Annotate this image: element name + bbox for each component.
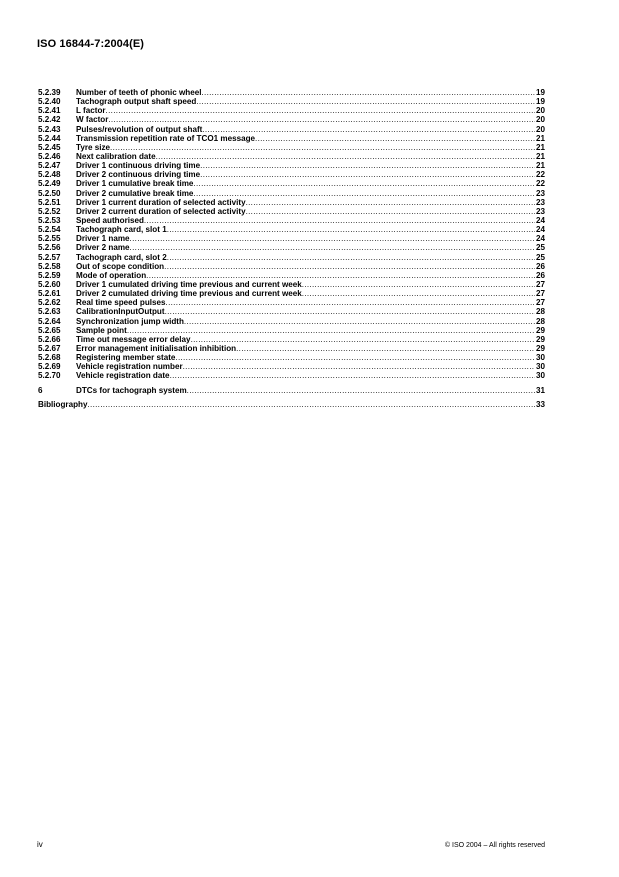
toc-entry[interactable] [38,234,545,243]
toc-entry-title: Driver 2 name [76,243,130,253]
toc-entry-title: Driver 1 current duration of selected activity [76,197,246,207]
toc-leader-dots [200,170,535,179]
toc-entry-page: 28 [535,316,545,326]
toc-leader-dots [302,289,535,298]
toc-leader-dots [193,189,535,198]
toc-entry-number: 5.2.68 [38,353,61,363]
toc-entry-title: Tachograph output shaft speed [76,97,197,107]
toc-entry-number: 5.2.56 [38,243,61,253]
toc-entry-number: 5.2.58 [38,261,61,271]
toc-entry[interactable] [38,271,545,280]
toc-entry[interactable] [38,125,545,134]
toc-entry-page: 22 [535,170,545,180]
toc-entry-number: 5.2.49 [38,179,61,189]
toc-entry-page: 26 [535,270,545,280]
toc-entry-page: 31 [535,385,545,395]
toc-leader-dots [175,353,535,362]
toc-entry-page: 23 [535,197,545,207]
toc-entry-page: 21 [535,142,545,152]
toc-entry-title: Driver 2 cumulated driving time previous and current week [76,289,302,299]
toc-entry-title: Time out message error delay [76,334,191,344]
toc-entry[interactable] [38,317,545,326]
toc-leader-dots [166,298,535,307]
document-id: ISO 16844-7:2004(E) [37,38,145,50]
toc-entry-page: 27 [535,289,545,299]
toc-entry[interactable] [38,198,545,207]
toc-entry[interactable] [38,326,545,335]
toc-entry-page: 25 [535,243,545,253]
toc-entry-title: Speed authorised [76,215,144,225]
toc-entry-page: 30 [535,362,545,372]
toc-entry-page: 33 [535,399,545,409]
toc-entry-title: Mode of operation [76,270,147,280]
toc-entry-page: 25 [535,252,545,262]
toc-entry-title: Next calibration date [76,151,156,161]
toc-entry-title: Driver 1 cumulative break time [76,179,194,189]
toc-leader-dots [156,152,535,161]
toc-entry-number: 5.2.69 [38,362,61,372]
toc-entry[interactable] [38,371,545,380]
toc-entry-title: Driver 1 cumulated driving time previous and current week [76,279,302,289]
toc-entry-title: Synchronization jump width [76,316,184,326]
toc-leader-dots [200,161,535,170]
toc-leader-dots [167,253,535,262]
toc-entry-number: 5.2.48 [38,170,61,180]
toc-entry[interactable] [38,253,545,262]
toc-entry-page: 30 [535,353,545,363]
toc-entry-page: 30 [535,371,545,381]
toc-entry-title: Sample point [76,325,127,335]
toc-entry[interactable] [38,152,545,161]
table-of-contents [38,88,545,409]
toc-entry-page: 21 [535,161,545,171]
toc-entry-title: Tachograph card, slot 1 [76,225,167,235]
toc-entry-page: 23 [535,206,545,216]
toc-entry-page: 27 [535,298,545,308]
toc-entry-number: 5.2.64 [38,316,61,326]
toc-entry-number: 5.2.59 [38,270,61,280]
toc-entry[interactable] [38,170,545,179]
toc-entry[interactable] [38,97,545,106]
toc-entry-number: 5.2.51 [38,197,61,207]
toc-leader-dots [255,134,535,143]
toc-leader-dots [106,106,535,115]
toc-entry-number: 5.2.42 [38,115,61,125]
toc-entry-number: 5.2.53 [38,215,61,225]
toc-leader-dots [130,243,535,252]
toc-entry-page: 20 [535,124,545,134]
toc-entry-page: 20 [535,115,545,125]
toc-entry[interactable] [38,115,545,124]
toc-entry[interactable] [38,207,545,216]
toc-entry-title: Pulses/revolution of output shaft [76,124,203,134]
toc-entry-number: 5.2.55 [38,234,61,244]
toc-entry-title: Transmission repetition rate of TCO1 message [76,133,256,143]
toc-leader-dots [165,307,535,316]
toc-entry-clause-6[interactable] [38,386,545,395]
toc-entry-page: 19 [535,97,545,107]
toc-entry-title: Out of scope condition [76,261,165,271]
toc-entry[interactable] [38,106,545,115]
toc-entry[interactable] [38,335,545,344]
toc-leader-dots [184,317,535,326]
toc-leader-dots [146,271,535,280]
toc-entry-title: Driver 1 continuous driving time [76,161,201,171]
toc-entry-number: 5.2.60 [38,279,61,289]
toc-entry-number: 5.2.63 [38,307,61,317]
toc-entry-page: 24 [535,215,545,225]
toc-entry-number: 5.2.54 [38,225,61,235]
footer-page-number: iv [37,840,43,849]
toc-entry-title: Number of teeth of phonic wheel [76,88,202,97]
toc-entry[interactable] [38,280,545,289]
toc-leader-dots [127,326,535,335]
toc-entry-number: 5.2.57 [38,252,61,262]
toc-leader-dots [201,88,535,97]
toc-leader-dots [191,335,535,344]
toc-entry-number: 5.2.39 [38,88,61,97]
toc-entry-title: L factor [76,106,106,116]
toc-entry-title: Driver 1 name [76,234,130,244]
toc-entry-title: Vehicle registration number [76,362,183,372]
toc-entry-page: 23 [535,188,545,198]
toc-entry-page: 29 [535,343,545,353]
toc-entry-number: 5.2.43 [38,124,61,134]
toc-entry-number: 5.2.52 [38,206,61,216]
toc-entry[interactable] [38,289,545,298]
toc-entry[interactable] [38,216,545,225]
toc-entry-title: Bibliography [38,399,88,409]
toc-leader-dots [170,371,535,380]
toc-leader-dots [87,400,535,409]
toc-entry-number: 5.2.45 [38,142,61,152]
toc-entry[interactable] [38,189,545,198]
toc-entry-page: 24 [535,225,545,235]
toc-entry-title: Tyre size [76,142,111,152]
toc-entry-title: Driver 2 current duration of selected activity [76,206,246,216]
toc-entry[interactable] [38,179,545,188]
toc-leader-dots [246,198,535,207]
toc-entry[interactable] [38,362,545,371]
toc-entry[interactable] [38,353,545,362]
toc-entry-number: 5.2.62 [38,298,61,308]
toc-leader-dots [164,262,535,271]
toc-leader-dots [144,216,535,225]
toc-entry-number: 5.2.41 [38,106,61,116]
toc-entry-title: Driver 2 continuous driving time [76,170,201,180]
toc-entry-title: Tachograph card, slot 2 [76,252,167,262]
toc-entry[interactable] [38,88,545,97]
toc-leader-dots [236,344,535,353]
toc-leader-dots [183,362,535,371]
toc-entry-page: 29 [535,334,545,344]
toc-leader-dots [246,207,535,216]
toc-entry-page: 19 [535,88,545,97]
toc-leader-dots [196,97,535,106]
toc-leader-dots [302,280,535,289]
toc-entry-title: Vehicle registration date [76,371,170,381]
toc-leader-dots [130,234,535,243]
toc-entry-number: 5.2.66 [38,334,61,344]
toc-entry-page: 26 [535,261,545,271]
toc-entry-page: 29 [535,325,545,335]
page-footer [37,840,545,849]
toc-leader-dots [187,386,535,395]
toc-leader-dots [110,143,535,152]
toc-entry[interactable] [38,143,545,152]
toc-entry-number: 5.2.50 [38,188,61,198]
toc-entry[interactable] [38,225,545,234]
toc-entry-page: 27 [535,279,545,289]
toc-entry[interactable] [38,243,545,252]
toc-entry-page: 22 [535,179,545,189]
toc-entry-number: 6 [38,385,43,395]
toc-entry-title: CalibrationInputOutput [76,307,165,317]
toc-entry-page: 24 [535,234,545,244]
toc-entry[interactable] [38,262,545,271]
toc-leader-dots [193,179,535,188]
toc-entry[interactable] [38,161,545,170]
toc-leader-dots [167,225,535,234]
toc-entry-number: 5.2.40 [38,97,61,107]
toc-entry-bibliography[interactable] [38,400,545,409]
toc-entry-number: 5.2.46 [38,151,61,161]
toc-entry[interactable] [38,134,545,143]
toc-entry[interactable] [38,298,545,307]
toc-entry-title: Registering member state [76,353,176,363]
toc-entry[interactable] [38,307,545,316]
toc-entry-page: 20 [535,106,545,116]
toc-entry-page: 28 [535,307,545,317]
toc-entry-title: Real time speed pulses [76,298,166,308]
toc-entry-number: 5.2.44 [38,133,61,143]
toc-leader-dots [202,125,535,134]
toc-entry[interactable] [38,344,545,353]
toc-entry-page: 21 [535,133,545,143]
toc-entry-number: 5.2.70 [38,371,61,381]
footer-copyright: © ISO 2004 – All rights reserved [444,842,545,849]
toc-entry-title: DTCs for tachograph system [76,385,187,395]
toc-entry-number: 5.2.61 [38,289,61,299]
toc-entry-number: 5.2.65 [38,325,61,335]
toc-entry-number: 5.2.67 [38,343,61,353]
toc-entry-number: 5.2.47 [38,161,61,171]
toc-entry-title: Driver 2 cumulative break time [76,188,194,198]
toc-subclause-list [38,88,545,381]
toc-entry-page: 21 [535,151,545,161]
toc-entry-title: Error management initialisation inhibition [76,343,237,353]
toc-entry-title: W factor [76,115,109,125]
toc-leader-dots [108,115,535,124]
